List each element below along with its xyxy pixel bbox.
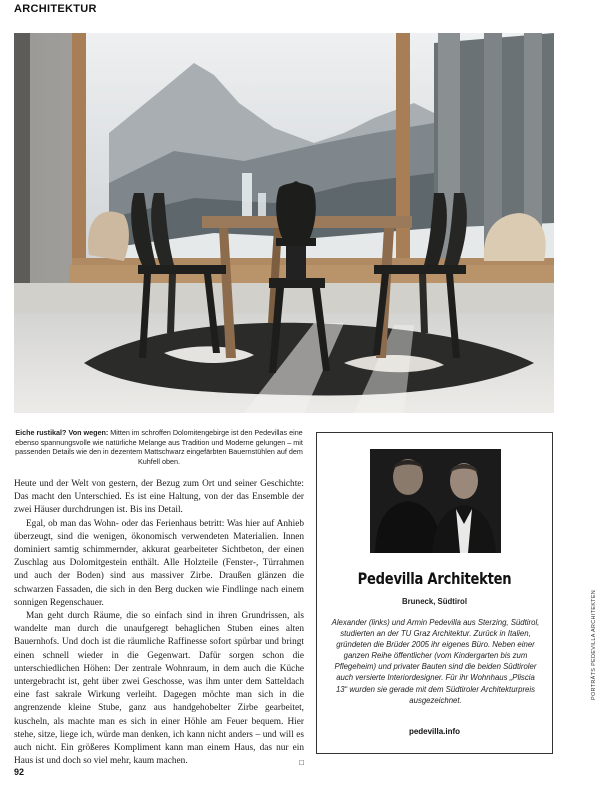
article-paragraph [14, 610, 304, 768]
studio-website-link[interactable]: pedevilla.info [408, 727, 461, 736]
caption-lead: Eiche rustikal? Von wegen: [15, 428, 109, 437]
studio-location: Bruneck, Südtirol [402, 597, 467, 606]
page-number: 92 [14, 767, 25, 777]
article-body [14, 478, 304, 769]
interior-photo [14, 33, 554, 413]
article-paragraph: Egal, ob man das Wohn- oder das Ferienhaus betritt: Was hier auf Anhieb überzeugt, sind die wenigen, ökonomisch verwendeten Materialien. Innen dominiert samtig schimmernder, akkurat gearbeiteter Sichtbeton, der einen Zuschlag aus Dolomitgestein enthält. Alle Holzteile (Fenster-, Türrahmen und auch der Boden) sind aus massiver Zirbe. Draußen glänzen die schwarzen Fassaden, die sich in den Berg ducken wie Findlinge nach einem sonnigen Regenschauer. [14, 518, 304, 608]
end-mark: □ [299, 758, 304, 768]
studio-bio: Alexander (links) und Armin Pedevilla aus Sterzing, Südtirol, studierten an der TU Graz Architektur. Zurück in Italien, gründeten die Brüder 2005 ihr eigenes Büro. Neben einer ganzen Reihe öffentlicher (vom Kindergarten bis zum Pflegeheim) und privater Bauten sind die beiden Südtiroler auch versierte Interiordesigner. Für ihr Wohnhaus „Pliscia 13“ wurden sie gerade mit dem Südtiroler Architekturpreis ausgezeichnet. [331, 618, 540, 705]
caption-text: Mitten im schroffen Dolomitengebirge ist den Pedevillas eine ebenso spannungsvolle wie natürliche Melange aus Tradition und Moderne gelungen – mit passenden Details wie den in dezentem Mattschwarz eingefärbten Bauernstühlen auf dem Kuhfell oben. [15, 428, 303, 466]
architect-portrait-box [316, 432, 553, 754]
article-paragraph-text: Man geht durch Räume, die so einfach sind in ihren Grundrissen, als wandelte man durch die unaufgeregt behaglichen Stuben eines alten Bauernhofs. Und doch ist die räumliche Raffinesse sofort spürbar und bringt einen schnell wieder in die Gegenwart. Dafür sorgen schon die unterschiedlichen Höhen: Der zentrale Wohnraum, in dem auch die Küche untergebracht ist, geht über zwei Geschosse, was ihm unter dem Satteldach eine fast sakrale Wirkung verleiht. Dagegen möchte man sich in die angrenzende kleine Stube, ganz aus handgehobelter Zirbe gearbeitet, kuscheln, als machte man es sich in einer Höhle am Feuer bequem. Hier stehe, sitze, liege ich, würde man denken, ich kann nicht anders – und will es auch nicht. Ein größeres Kompliment kann man einem Haus, das nur ein Haus ist und doch so viel mehr, kaum machen. [14, 611, 304, 767]
architects-photo [370, 449, 501, 553]
studio-name: Pedevilla Architekten [357, 569, 512, 588]
photo-caption [14, 428, 304, 466]
article-paragraph: Heute und der Welt von gestern, der Bezug zum Ort und seiner Geschichte: Das macht den Unterschied. Es ist eine Haltung, von der das Ensemble der zwei Häuser durchdrungen ist. Bis ins Detail. [14, 479, 304, 516]
section-label: ARCHITEKTUR [14, 3, 97, 15]
side-running-label: PORTRÄTS PEDEVILLA ARCHITEKTEN [591, 589, 597, 700]
